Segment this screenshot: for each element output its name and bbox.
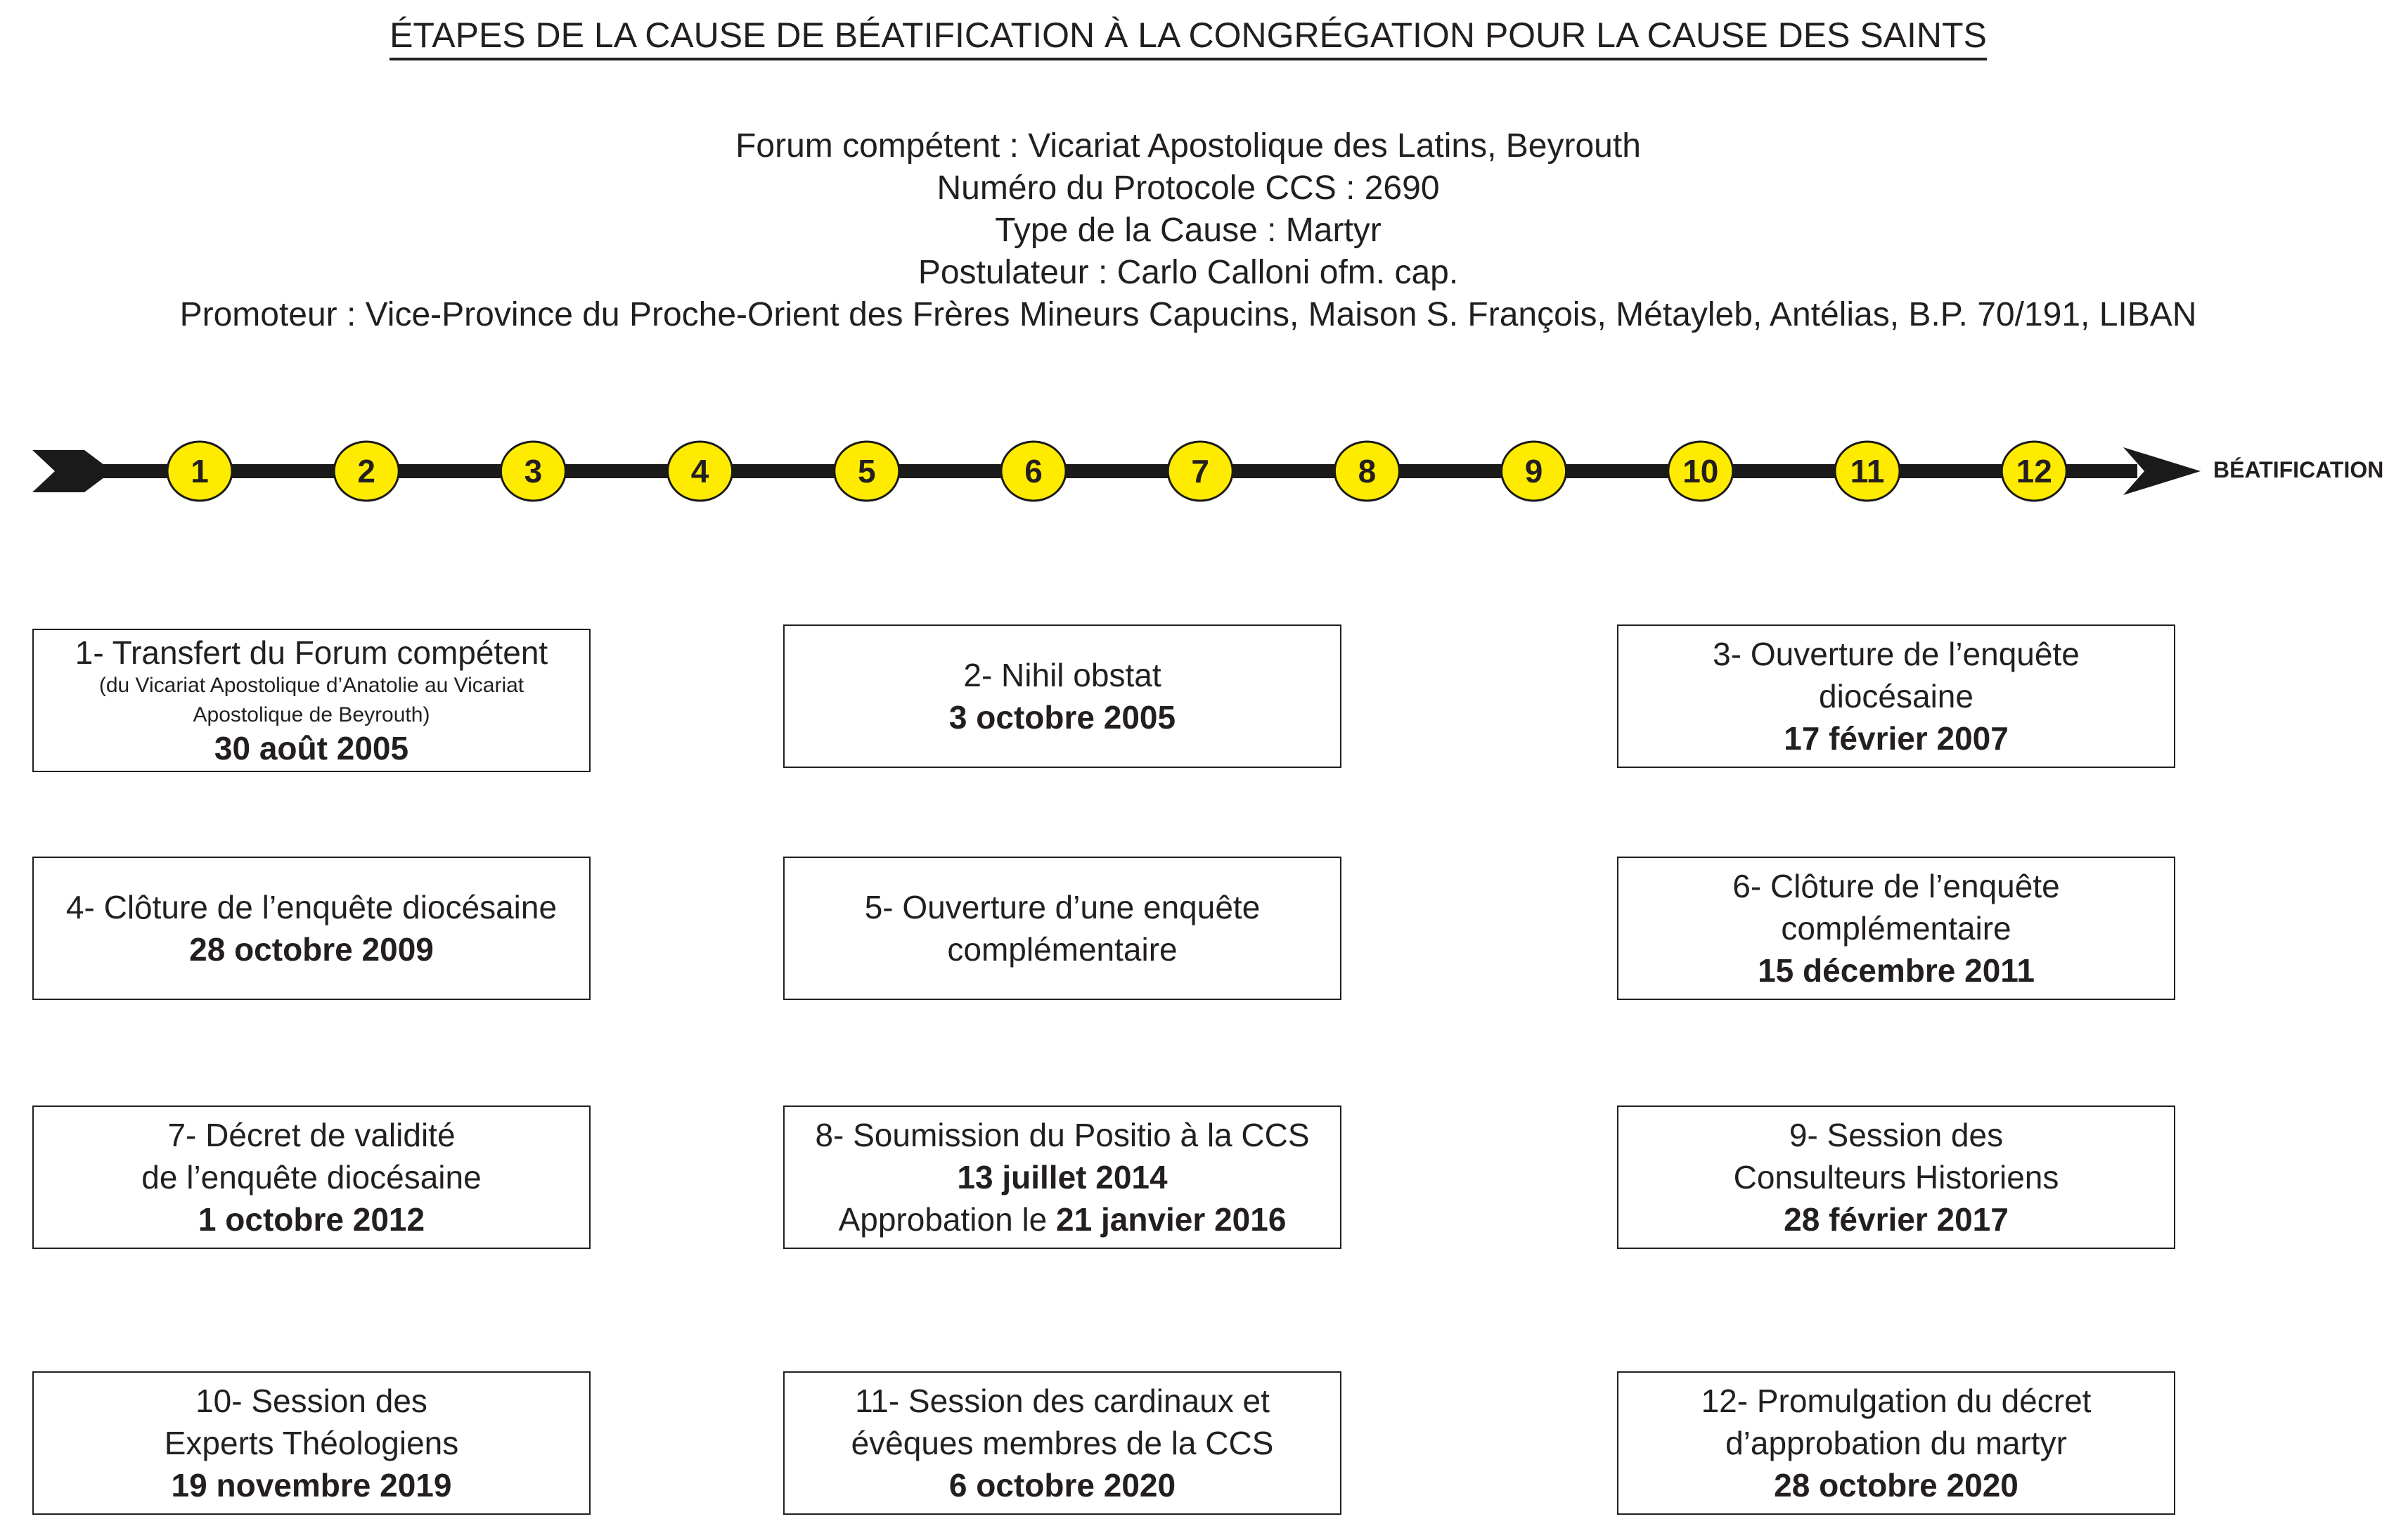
timeline [0, 422, 2408, 520]
step-marker-label-4: 4 [690, 453, 709, 489]
step-box-5 [783, 857, 1341, 1000]
step-marker-label-9: 9 [1524, 453, 1543, 489]
step-6-title-line2: complémentaire [1781, 910, 2011, 947]
step-5-title-line1: 5- Ouverture d’une enquête [864, 889, 1261, 925]
step-box-1 [32, 629, 591, 772]
step-7-date: 1 octobre 2012 [198, 1201, 425, 1238]
step-4-date: 28 octobre 2009 [189, 931, 434, 968]
step-11-date: 6 octobre 2020 [948, 1467, 1176, 1504]
info-postulateur: Postulateur : Carlo Calloni ofm. cap. [918, 254, 1459, 291]
step-9-date: 28 février 2017 [1784, 1201, 2009, 1238]
step-marker-label-11: 11 [1850, 453, 1885, 489]
step-2-title: 2- Nihil obstat [963, 657, 1161, 693]
step-12-date: 28 octobre 2020 [1774, 1467, 2019, 1504]
step-10-title-line2: Experts Théologiens [164, 1425, 459, 1461]
step-9-title-line1: 9- Session des [1789, 1117, 2004, 1153]
info-type: Type de la Cause : Martyr [995, 212, 1382, 249]
step-box-6 [1617, 857, 2175, 1000]
step-box-8 [783, 1105, 1341, 1249]
step-1-title: 1- Transfert du Forum compétent [75, 634, 548, 671]
diagram-title-text: ÉTAPES DE LA CAUSE DE BÉATIFICATION À LA CONGRÉGATION POUR LA CAUSE DES SAINTS [389, 15, 1987, 60]
diagram-title [0, 13, 2376, 58]
step-1-note-line1: (du Vicariat Apostolique d’Anatolie au Vicariat [98, 674, 524, 697]
cause-info [0, 125, 2376, 336]
step-marker-label-7: 7 [1191, 453, 1209, 489]
step-12-title-line1: 12- Promulgation du décret [1701, 1383, 2092, 1419]
step-box-12 [1617, 1371, 2175, 1515]
timeline-graphic [0, 422, 2408, 520]
step-marker-label-3: 3 [524, 453, 543, 489]
beatification-label: BÉATIFICATION [2213, 457, 2384, 482]
step-1-note-line2: Apostolique de Beyrouth) [193, 703, 430, 726]
step-3-title-line1: 3- Ouverture de l’enquête [1713, 636, 2080, 672]
step-8-approval-date: 21 janvier 2016 [1056, 1201, 1287, 1238]
step-11-title-line1: 11- Session des cardinaux et [855, 1383, 1270, 1419]
step-box-2 [783, 624, 1341, 768]
step-4-title: 4- Clôture de l’enquête diocésaine [65, 889, 558, 925]
info-forum: Forum compétent : Vicariat Apostolique des Latins, Beyrouth [735, 127, 1641, 165]
step-box-9 [1617, 1105, 2175, 1249]
info-protocole: Numéro du Protocole CCS : 2690 [936, 169, 1440, 207]
step-2-date: 3 octobre 2005 [948, 699, 1176, 736]
step-box-3 [1617, 624, 2175, 768]
step-3-title-line2: diocésaine [1819, 678, 1974, 714]
step-9-title-line2: Consulteurs Historiens [1733, 1159, 2059, 1196]
step-box-7 [32, 1105, 591, 1249]
timeline-tail [32, 450, 107, 492]
step-5-title-line2: complémentaire [947, 931, 1178, 968]
step-marker-label-6: 6 [1024, 453, 1043, 489]
step-8-approval [839, 1198, 1287, 1241]
timeline-shaft [98, 464, 2137, 478]
step-8-date: 13 juillet 2014 [957, 1159, 1168, 1196]
info-promoteur: Promoteur : Vice-Province du Proche-Orient des Frères Mineurs Capucins, Maison S. François, Métayleb, Antélias, B.P. 70/191, LIBAN [179, 296, 2197, 333]
step-8-title: 8- Soumission du Positio à la CCS [815, 1117, 1310, 1153]
step-box-10 [32, 1371, 591, 1515]
step-11-title-line2: évêques membres de la CCS [851, 1425, 1274, 1461]
step-3-date: 17 février 2007 [1784, 720, 2009, 757]
step-1-date: 30 août 2005 [214, 730, 409, 767]
step-7-title-line1: 7- Décret de validité [167, 1117, 456, 1153]
step-10-title-line1: 10- Session des [195, 1383, 427, 1419]
step-6-title-line1: 6- Clôture de l’enquête [1732, 868, 2060, 904]
step-box-4 [32, 857, 591, 1000]
step-12-title-line2: d’approbation du martyr [1725, 1425, 2067, 1461]
step-marker-label-2: 2 [357, 453, 375, 489]
step-10-date: 19 novembre 2019 [171, 1467, 452, 1504]
step-6-date: 15 décembre 2011 [1758, 952, 2035, 989]
step-marker-label-12: 12 [2016, 453, 2052, 489]
step-7-title-line2: de l’enquête diocésaine [141, 1159, 482, 1196]
step-marker-label-10: 10 [1682, 453, 1719, 489]
step-box-11 [783, 1371, 1341, 1515]
step-marker-label-5: 5 [858, 453, 876, 489]
step-8-approval-prefix: Approbation le [838, 1201, 1057, 1238]
step-marker-label-8: 8 [1358, 453, 1377, 489]
step-marker-label-1: 1 [191, 453, 209, 489]
